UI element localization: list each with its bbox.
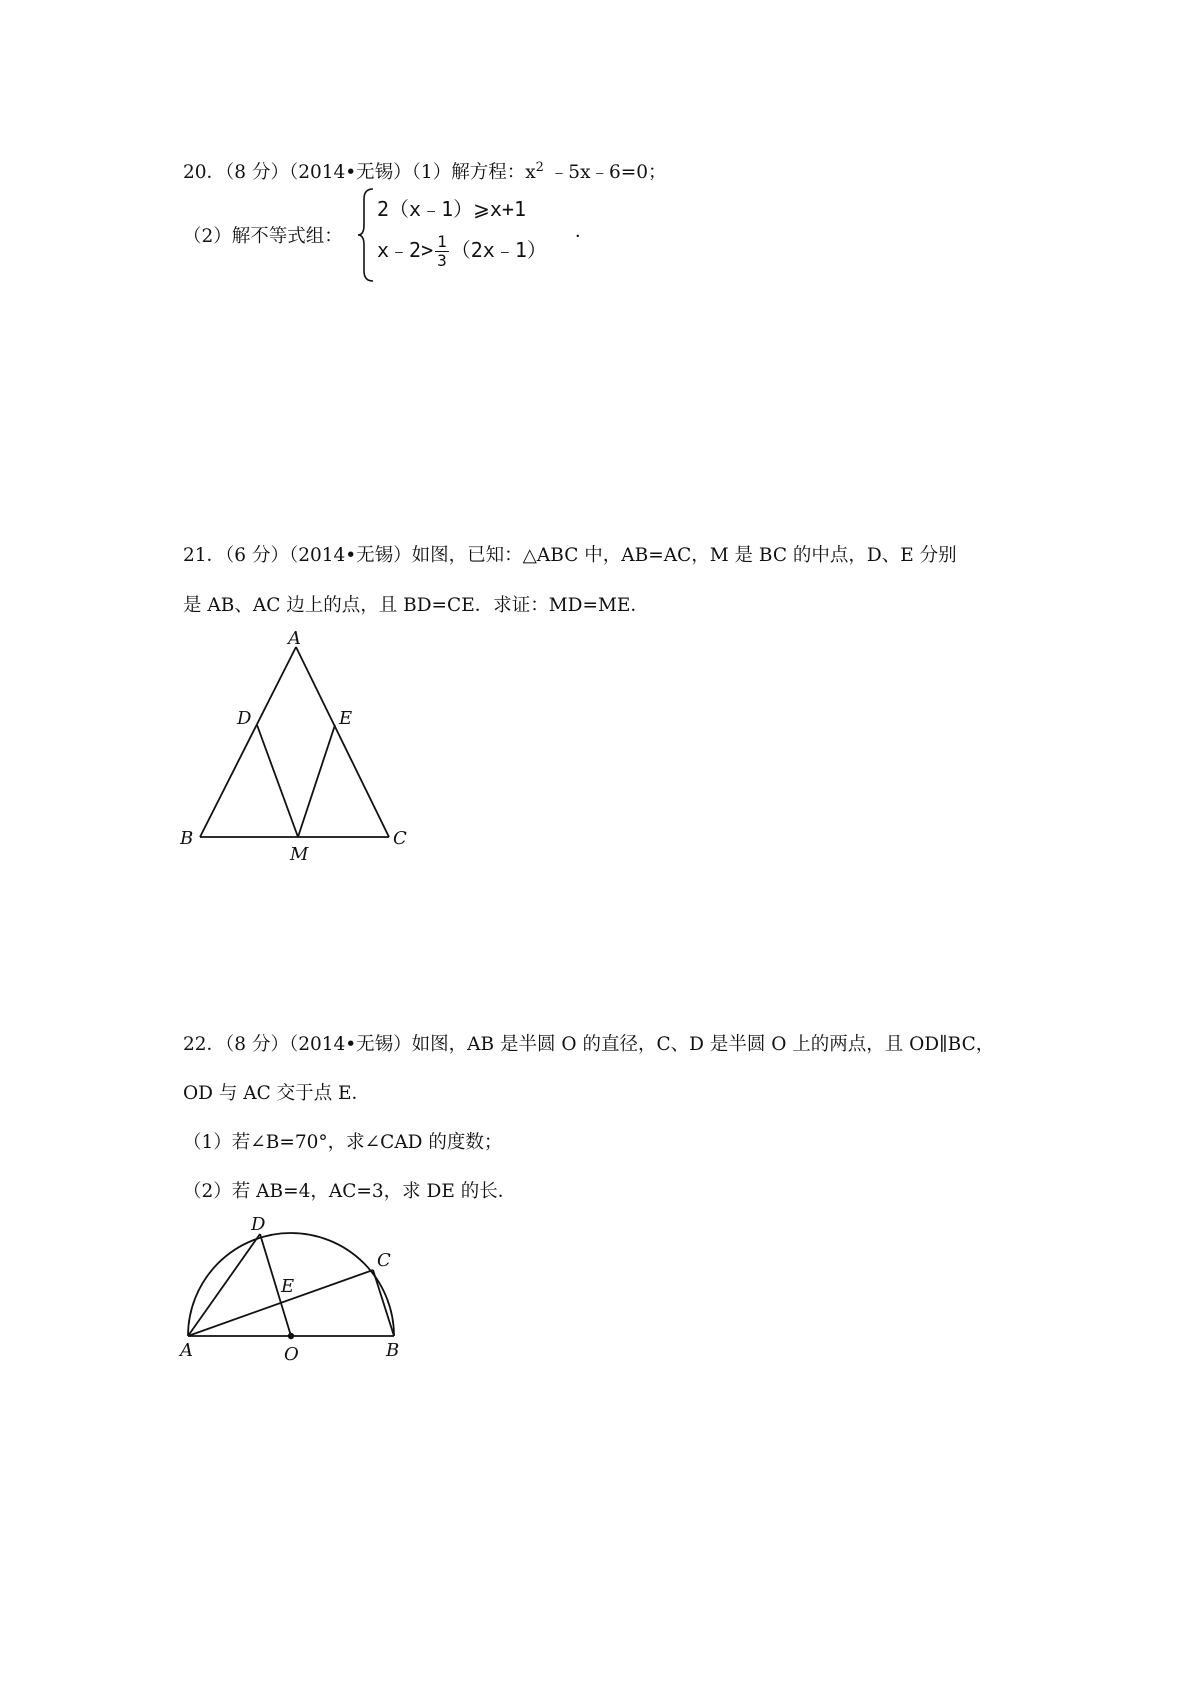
- left-brace-icon: [355, 185, 379, 285]
- label-b: B: [386, 1340, 400, 1361]
- q21-line1: 21．（6 分）（2014•无锡）如图，已知：△ABC 中，AB=AC，M 是 BC 的中点，D、E 分别: [183, 545, 957, 566]
- segment-em: [298, 725, 335, 837]
- label-a: A: [180, 1340, 193, 1361]
- q20-line1-suffix: ﹣5x﹣6=0；: [543, 162, 667, 183]
- q21-triangle-figure: [178, 630, 428, 860]
- q20-ineq2-left: x﹣2>: [377, 238, 434, 262]
- q20-ineq2-right: （2x﹣1）: [450, 238, 547, 262]
- label-c: C: [393, 828, 407, 849]
- segment-bc: [373, 1270, 394, 1336]
- label-d: D: [237, 708, 252, 729]
- label-b: B: [180, 828, 194, 849]
- label-d: D: [251, 1214, 266, 1235]
- q20-part2-label: （2）解不等式组：: [183, 226, 343, 247]
- label-a: A: [288, 630, 301, 649]
- q22-part1: （1）若∠B=70°，求∠CAD 的度数；: [183, 1132, 503, 1153]
- q20-inequality-1: 2（x﹣1）⩾x+1: [377, 197, 527, 221]
- q20-line1-prefix: 20．（8 分）（2014•无锡）（1）解方程：x: [183, 162, 536, 183]
- q22-semicircle-figure: [178, 1208, 438, 1368]
- center-point-o: [288, 1333, 294, 1339]
- q22-part2: （2）若 AB=4，AC=3，求 DE 的长．: [183, 1181, 517, 1202]
- q22-line1: 22．（8 分）（2014•无锡）如图，AB 是半圆 O 的直径，C、D 是半圆 O 上的两点，且 OD∥BC，: [183, 1034, 995, 1055]
- q20-line1: [183, 158, 667, 184]
- segment-ad: [188, 1234, 260, 1336]
- q20-end-punct: ．: [575, 221, 593, 242]
- q20-inequality-system: [355, 185, 595, 285]
- q22-line2: OD 与 AC 交于点 E．: [183, 1083, 371, 1104]
- q20-fraction: [435, 233, 449, 270]
- q20-inequality-2: [377, 233, 547, 270]
- q20-exponent: 2: [535, 159, 544, 175]
- segment-ab: [200, 647, 296, 837]
- q20-fraction-denominator: 3: [437, 251, 447, 270]
- label-e: E: [339, 708, 353, 729]
- q21-line2: 是 AB、AC 边上的点，且 BD=CE．求证：MD=ME．: [183, 595, 649, 616]
- label-m: M: [290, 844, 309, 860]
- q20-fraction-numerator: 1: [437, 232, 447, 251]
- segment-ac: [296, 647, 389, 837]
- label-c: C: [377, 1250, 391, 1271]
- label-e: E: [281, 1276, 295, 1297]
- label-o: O: [284, 1344, 299, 1365]
- segment-dm: [257, 725, 298, 837]
